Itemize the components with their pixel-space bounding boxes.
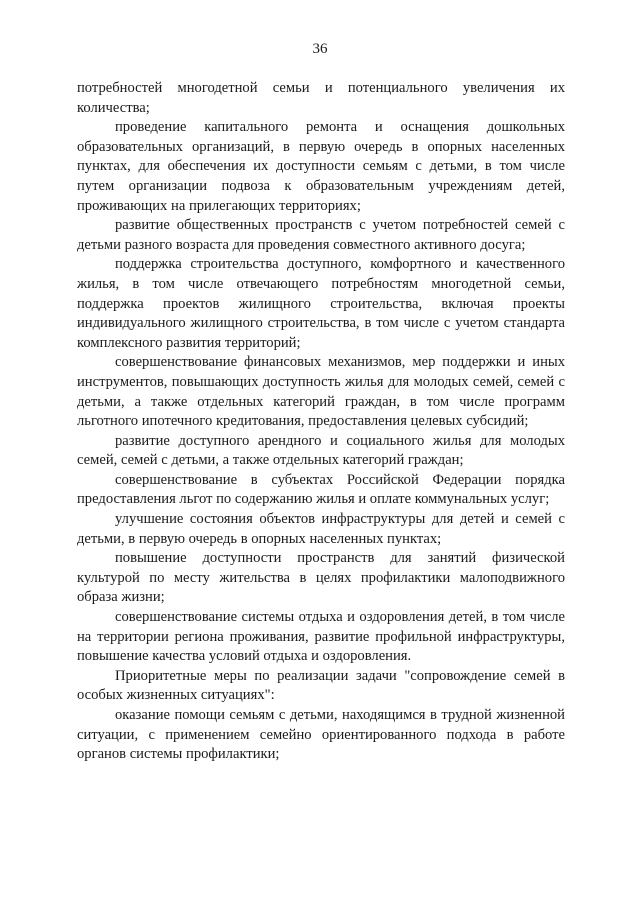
paragraph: совершенствование в субъектах Российской Федерации порядка предоставления льгот по содержанию жилья и оплате коммунальных услуг; (77, 471, 565, 508)
paragraph-priority-measures-heading: Приоритетные меры по реализации задачи "сопровождение семей в особых жизненных ситуациях": (77, 667, 565, 704)
paragraph: развитие доступного арендного и социального жилья для молодых семей, семей с детьми, а также отдельных категорий граждан; (77, 432, 565, 469)
paragraph: развитие общественных пространств с учетом потребностей семей с детьми разного возраста для проведения совместного активного досуга; (77, 217, 565, 253)
paragraph: совершенствование финансовых механизмов, мер поддержки и иных инструментов, повышающих доступность жилья для молодых семей, семей с детьми, а также отдельных категорий граждан, в том числе программ льготного ипотечного кредитования, предоставления целевых субсидий; (77, 354, 565, 430)
paragraph: улучшение состояния объектов инфраструктуры для детей и семей с детьми, в первую очередь в опорных населенных пунктах; (77, 511, 565, 547)
paragraph: совершенствование системы отдыха и оздоровления детей, в том числе на территории региона проживания, развитие профильной инфраструктуры, повышение качества условий отдыха и оздоровления. (77, 609, 565, 665)
paragraph: поддержка строительства доступного, комфортного и качественного жилья, в том числе отвечающего потребностям многодетной семьи, поддержка проектов жилищного строительства, включая проекты индивидуального жилищного строительства, в том числе с учетом стандарта комплексного развития территорий; (77, 256, 565, 351)
paragraph: повышение доступности пространств для занятий физической культурой по месту жительства в целях профилактики малоподвижного образа жизни; (77, 550, 565, 606)
paragraph: оказание помощи семьям с детьми, находящимся в трудной жизненной ситуации, с применением семейно ориентированного подхода в работе органов системы профилактики; (77, 707, 565, 763)
page-number: 36 (312, 41, 328, 57)
document-body (77, 79, 565, 765)
paragraph: проведение капитального ремонта и оснащения дошкольных образовательных организаций, в первую очередь в опорных населенных пунктах, для обеспечения их доступности семьям с детьми, в том числе путем организации подвоза к образовательным учреждениям детей, проживающих на прилегающих территориях; (77, 119, 565, 214)
paragraph: потребностей многодетной семьи и потенциального увеличения их количества; (77, 80, 565, 116)
